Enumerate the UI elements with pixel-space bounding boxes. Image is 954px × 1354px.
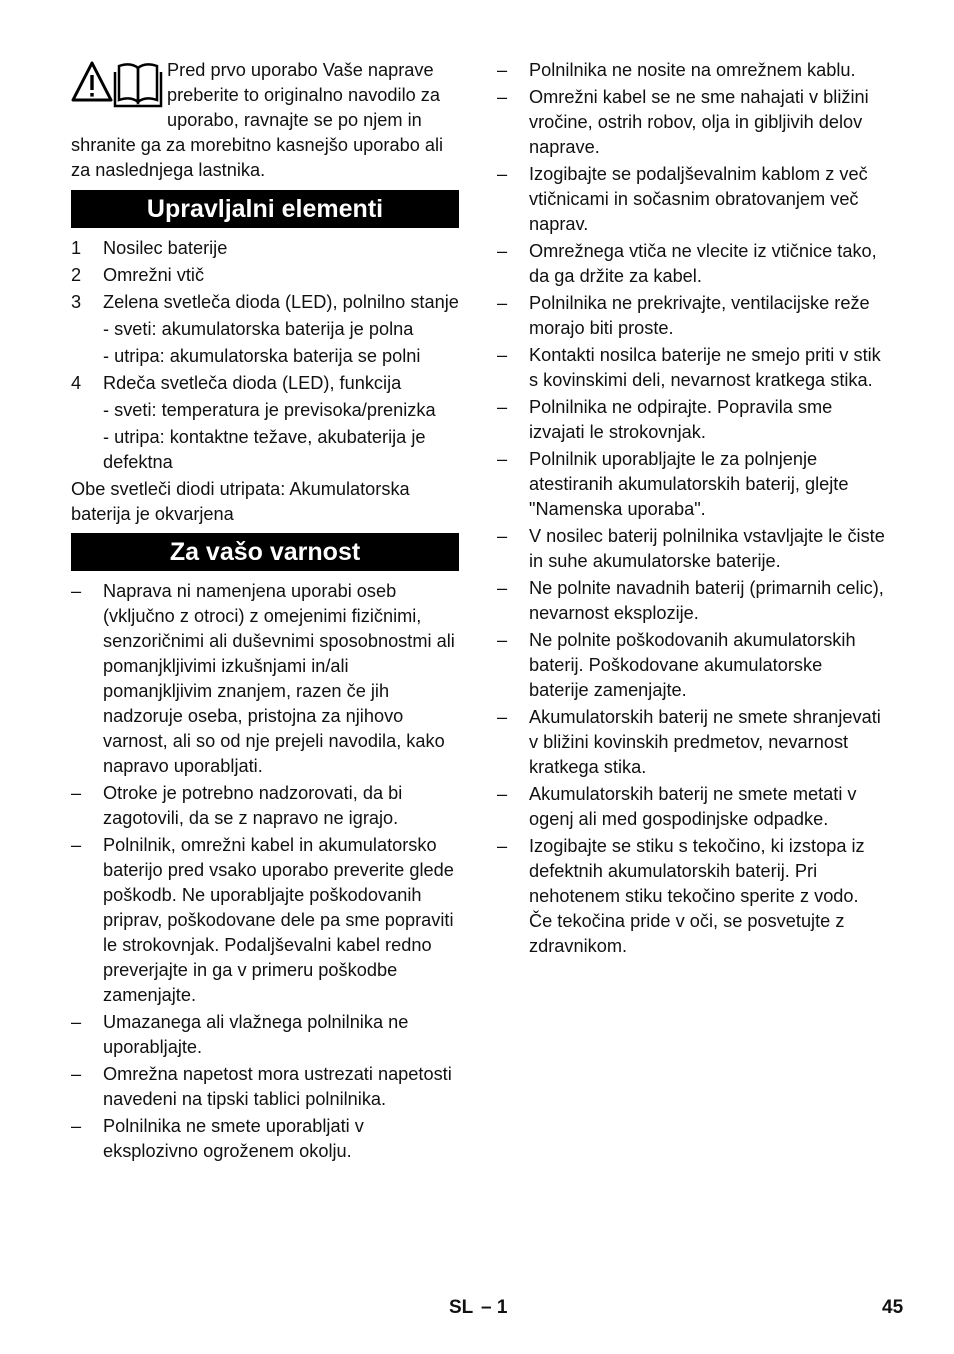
dash-bullet: – bbox=[497, 707, 508, 727]
item-text: Omrežni vtič bbox=[103, 265, 205, 285]
intro-block bbox=[71, 58, 459, 184]
dash-bullet: – bbox=[497, 293, 508, 313]
item-sub: - sveti: akumulatorska baterija je polna bbox=[103, 319, 414, 339]
item-text: V nosilec baterij polnilnika vstavljajte le čiste in suhe akumulatorske baterije. bbox=[529, 526, 885, 571]
list-item bbox=[71, 1062, 459, 1112]
warning-triangle-icon bbox=[73, 63, 111, 100]
footer-lang: SL bbox=[449, 1297, 474, 1318]
item-text: Izogibajte se stiku s tekočino, ki izstopa iz defektnih akumulatorskih baterij. Pri nehotenem stiku tekočino sperite z vodo. Če tekočina pride v oči, se posvetujte z zdravnikom. bbox=[529, 836, 865, 956]
section-title-controls: Upravljalni elementi bbox=[71, 190, 459, 228]
item-number: 4 bbox=[71, 373, 82, 393]
list-item bbox=[497, 447, 885, 522]
left-column bbox=[71, 58, 459, 1166]
dash-bullet: – bbox=[71, 581, 82, 601]
item-text: Polnilnik, omrežni kabel in akumulatorsko baterijo pred vsako uporabo preverite glede poškodb. Ne uporabljajte poškodovanih priprav, poškodovane dele pa sme popraviti le strokovnjak. Podaljševalni kabel redno preverjajte in ga v primeru poškodbe zamenjajte. bbox=[103, 835, 454, 1005]
dash-bullet: – bbox=[71, 835, 82, 855]
item-text: Rdeča svetleča dioda (LED), funkcija bbox=[103, 373, 402, 393]
list-item bbox=[497, 85, 885, 160]
dash-bullet: – bbox=[497, 87, 508, 107]
dash-bullet: – bbox=[71, 1116, 82, 1136]
safety-list-right bbox=[497, 58, 885, 959]
list-item bbox=[71, 833, 459, 1008]
item-text: Omrežni kabel se ne sme nahajati v bližini vročine, ostrih robov, olja in gibljivih delov naprave. bbox=[529, 87, 869, 157]
dash-bullet: – bbox=[497, 397, 508, 417]
dash-bullet: – bbox=[497, 630, 508, 650]
dash-bullet: – bbox=[497, 164, 508, 184]
list-item bbox=[497, 343, 885, 393]
item-text: Polnilnika ne prekrivajte, ventilacijske reže morajo biti proste. bbox=[529, 293, 870, 338]
list-item bbox=[71, 579, 459, 779]
list-item bbox=[497, 705, 885, 780]
item-text: Zelena svetleča dioda (LED), polnilno stanje bbox=[103, 292, 459, 312]
list-item bbox=[497, 58, 885, 83]
item-text: Kontakti nosilca baterije ne smejo priti v stik s kovinskimi deli, nevarnost kratkega stika. bbox=[529, 345, 881, 390]
list-item bbox=[497, 239, 885, 289]
item-number: 3 bbox=[71, 292, 82, 312]
list-item bbox=[497, 162, 885, 237]
item-text: Omrežna napetost mora ustrezati napetosti navedeni na tipski tablici polnilnika. bbox=[103, 1064, 452, 1109]
item-text: Otroke je potrebno nadzorovati, da bi zagotovili, da se z napravo ne igrajo. bbox=[103, 783, 403, 828]
dash-bullet: – bbox=[497, 526, 508, 546]
item-text: Ne polnite poškodovanih akumulatorskih baterij. Poškodovane akumulatorske baterije zamenjajte. bbox=[529, 630, 856, 700]
item-text: Akumulatorskih baterij ne smete metati v ogenj ali med gospodinjske odpadke. bbox=[529, 784, 857, 829]
list-item bbox=[71, 290, 459, 369]
item-text: Polnilnik uporabljajte le za polnjenje atestiranih akumulatorskih baterij, glejte "Namenska uporaba". bbox=[529, 449, 849, 519]
item-sub: - sveti: temperatura je previsoka/prenizka bbox=[103, 400, 436, 420]
list-item bbox=[497, 628, 885, 703]
dash-bullet: – bbox=[497, 784, 508, 804]
item-sub: - utripa: kontaktne težave, akubaterija je defektna bbox=[103, 427, 426, 472]
controls-list bbox=[71, 236, 459, 475]
dash-bullet: – bbox=[497, 449, 508, 469]
item-text: Omrežnega vtiča ne vlecite iz vtičnice tako, da ga držite za kabel. bbox=[529, 241, 877, 286]
list-item bbox=[497, 395, 885, 445]
list-item bbox=[71, 781, 459, 831]
footer-page-ref: – 1 bbox=[481, 1297, 508, 1318]
item-text: Akumulatorskih baterij ne smete shranjevati v bližini kovinskih predmetov, nevarnost kratkega stika. bbox=[529, 707, 881, 777]
right-column bbox=[497, 58, 885, 961]
item-text: Polnilnika ne nosite na omrežnem kablu. bbox=[529, 60, 856, 80]
item-text: Nosilec baterije bbox=[103, 238, 228, 258]
list-item bbox=[71, 1114, 459, 1164]
item-text: Umazanega ali vlažnega polnilnika ne uporabljajte. bbox=[103, 1012, 409, 1057]
list-item bbox=[71, 1010, 459, 1060]
item-text: Izogibajte se podaljševalnim kablom z več vtičnicami in sočasnim obratovanjem več naprav. bbox=[529, 164, 868, 234]
dash-bullet: – bbox=[497, 241, 508, 261]
dash-bullet: – bbox=[497, 60, 508, 80]
item-number: 1 bbox=[71, 238, 82, 258]
intro-icons bbox=[71, 60, 163, 110]
dash-bullet: – bbox=[497, 578, 508, 598]
list-item bbox=[497, 576, 885, 626]
dash-bullet: – bbox=[71, 1064, 82, 1084]
footer-page-number: 45 bbox=[882, 1297, 904, 1318]
list-item bbox=[497, 782, 885, 832]
item-text: Polnilnika ne odpirajte. Popravila sme izvajati le strokovnjak. bbox=[529, 397, 833, 442]
item-text: Naprava ni namenjena uporabi oseb (vključno z otroci) z omejenimi fizičnimi, senzoričnimi ali duševnimi sposobnostmi ali pomanjkljivimi izkušnjami in/ali pomanjkljivim znanjem, razen če jih nadzoruje oseba, pristojna za njihovo varnost, ali so od nje prejeli navodila, kako napravo uporabljati. bbox=[103, 581, 455, 776]
item-text: Polnilnika ne smete uporabljati v eksplozivno ogroženem okolju. bbox=[103, 1116, 364, 1161]
safety-list-left bbox=[71, 579, 459, 1164]
intro-text: Pred prvo uporabo Vaše naprave preberite to originalno navodilo za uporabo, ravnajte se po njem in shranite ga za morebitno kasnejšo uporabo ali za naslednjega lastnika. bbox=[71, 60, 444, 180]
item-text: Ne polnite navadnih baterij (primarnih celic), nevarnost eksplozije. bbox=[529, 578, 884, 623]
list-item bbox=[497, 524, 885, 574]
list-item bbox=[71, 263, 459, 288]
list-item bbox=[71, 371, 459, 475]
dash-bullet: – bbox=[71, 1012, 82, 1032]
section-title-safety: Za vašo varnost bbox=[71, 533, 459, 571]
list-item bbox=[71, 236, 459, 261]
dash-bullet: – bbox=[497, 345, 508, 365]
dash-bullet: – bbox=[497, 836, 508, 856]
controls-note: Obe svetleči diodi utripata: Akumulatorska baterija je okvarjena bbox=[71, 479, 410, 524]
item-number: 2 bbox=[71, 265, 82, 285]
list-item bbox=[497, 834, 885, 959]
item-sub: - utripa: akumulatorska baterija se polni bbox=[103, 346, 421, 366]
list-item bbox=[497, 291, 885, 341]
manual-book-icon bbox=[115, 64, 161, 106]
dash-bullet: – bbox=[71, 783, 82, 803]
